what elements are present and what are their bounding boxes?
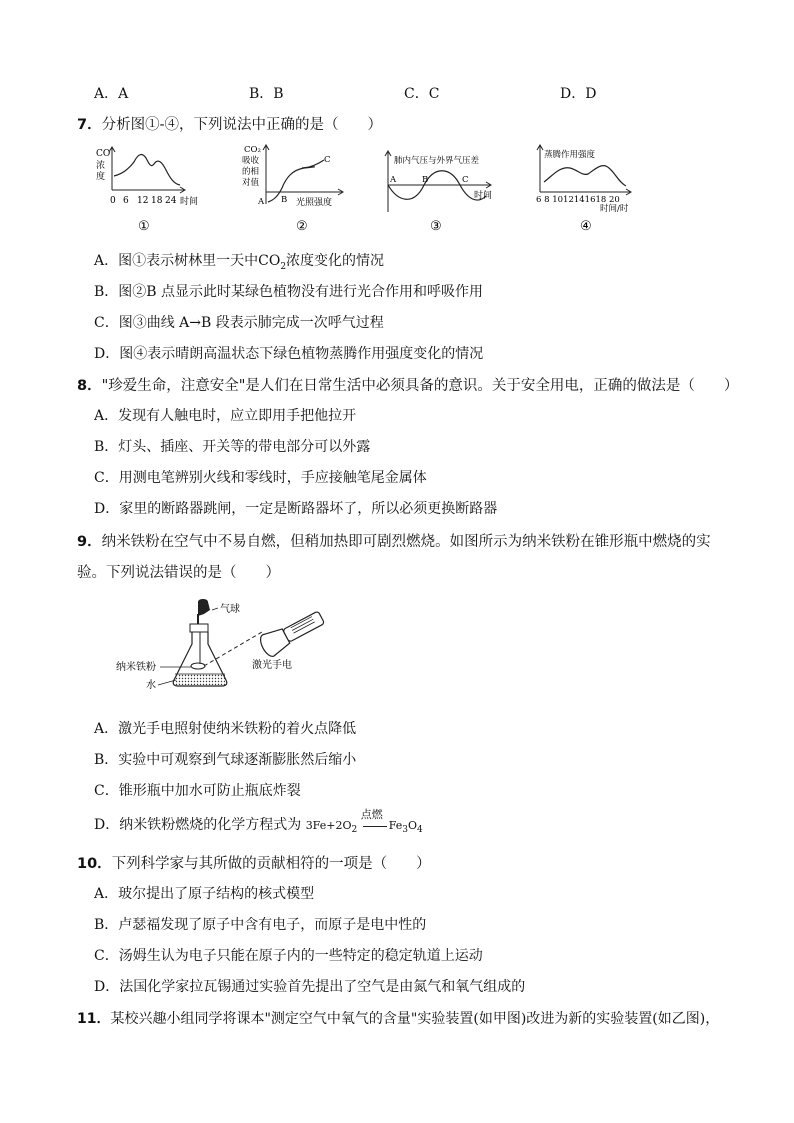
q9-option-b: B．实验中可观察到气球逐渐膨胀然后缩小 — [94, 752, 357, 768]
powder-spoon — [191, 663, 205, 669]
fig4-title: 蒸腾作用强度 — [544, 150, 596, 160]
fig1-tick-12: 12 — [137, 196, 149, 206]
fig1-ylabel-a: CO — [96, 149, 111, 159]
fig2-ylabel-1: 吸收 — [242, 156, 260, 166]
water-label: 水 — [146, 680, 156, 691]
balloon-label: 气球 — [220, 604, 240, 615]
chemical-equation: $3Fe+2O_2$ 点燃 $Fe_3O_4$ — [305, 808, 423, 836]
q10-option-b: B．卢瑟福发现了原子中含有电子，而原子是电中性的 — [94, 917, 427, 933]
fig4-curve — [544, 166, 626, 186]
question-stem: 某校兴趣小组同学将课本"测定空气中氧气的含量"实验装置(如甲图)改进为新的实验装置(如乙图)， — [110, 1011, 720, 1027]
fig4-label: ④ — [580, 219, 592, 234]
question-stem: 下列科学家与其所做的贡献相符的一项是（ ） — [111, 856, 431, 872]
q6-option-d: D．D — [560, 86, 597, 102]
figure-1 — [96, 147, 198, 234]
question-number: 8． — [77, 378, 102, 394]
fig2-point-c: C — [324, 155, 331, 165]
q9-option-a: A．激光手电照射使纳米铁粉的着火点降低 — [94, 721, 357, 737]
q8-option-a: A．发现有人触电时，应立即用手把他拉开 — [94, 408, 357, 424]
q9-option-c: C．锥形瓶中加水可防止瓶底炸裂 — [94, 783, 301, 799]
fig1-tick-18: 18 — [151, 196, 163, 206]
question-number: 10． — [77, 856, 112, 872]
q6-option-a: A．A — [94, 86, 129, 102]
q6-option-c: C．C — [404, 86, 440, 102]
fig2-xlabel: 光照强度 — [296, 198, 333, 208]
fig1-label: ① — [138, 219, 150, 234]
fig1-ylabel-d: 度 — [96, 172, 106, 182]
fig3-point-a: A — [390, 175, 397, 185]
question-9 — [77, 530, 711, 551]
figure-2 — [242, 145, 343, 234]
q10-option-c: C．汤姆生认为电子只能在原子内的一些特定的稳定轨道上运动 — [94, 948, 483, 964]
q7-figures — [92, 140, 732, 238]
laser-flashlight — [257, 607, 327, 659]
q6-option-b: B．B — [249, 86, 284, 102]
question-7 — [77, 113, 382, 134]
q8-option-c: C．用测电笔辨别火线和零线时，手应接触笔尾金属体 — [94, 470, 427, 486]
fig4-ticks: 6 8 1012141618 20 — [536, 195, 620, 205]
question-number: 7． — [77, 117, 102, 133]
q7-option-d: D．图④表示晴朗高温状态下绿色植物蒸腾作用强度变化的情况 — [94, 346, 484, 362]
q7-option-a: A．图①表示树林里一天中$CO_2$浓度变化的情况 — [94, 253, 385, 272]
reaction-condition: 点燃 — [360, 808, 383, 821]
question-8 — [77, 374, 738, 395]
fig2-ylabel-2: 的相 — [242, 167, 260, 177]
question-stem: 分析图①-④，下列说法中正确的是（ ） — [101, 117, 382, 133]
question-number: 9． — [77, 534, 102, 550]
q9-option-d: D．纳米铁粉燃烧的化学方程式为 $3Fe+2O_2$ 点燃 $Fe_3O_4$ — [94, 808, 423, 836]
fig3-xlabel: 时间 — [474, 191, 493, 201]
fig2-label: ② — [296, 219, 308, 234]
laser-label: 激光手电 — [252, 660, 292, 671]
fig3-point-c: C — [462, 175, 469, 185]
water-layer — [175, 674, 225, 685]
fig3-label: ③ — [430, 219, 442, 234]
fig3-point-b: B — [422, 175, 429, 185]
stopper — [190, 624, 208, 632]
q9-figure — [112, 596, 342, 696]
q10-option-d: D．法国化学家拉瓦锡通过实验首先提出了空气是由氮气和氧气组成的 — [94, 979, 526, 995]
fig2-curve — [268, 167, 314, 202]
fig1-tick-6: 6 — [123, 196, 129, 206]
q10-option-a: A．玻尔提出了原子结构的核式模型 — [94, 886, 315, 902]
balloon-shape — [198, 599, 210, 616]
fig2-ylabel-0: CO₂ — [244, 145, 261, 155]
fig3-title: 肺内气压与外界气压差 — [394, 156, 480, 166]
question-stem-line-1: 纳米铁粉在空气中不易自燃，但稍加热即可剧烈燃烧。如图所示为纳米铁粉在锥形瓶中燃烧的实 — [101, 534, 711, 550]
fig2-ylabel-3: 对值 — [242, 178, 260, 188]
question-9-stem-line-2: 验。下列说法错误的是（ ） — [77, 565, 280, 581]
fig1-ylabel-c: 浓 — [96, 161, 106, 171]
question-11 — [77, 1008, 719, 1028]
fig2-point-b: B — [281, 195, 288, 205]
powder-label: 纳米铁粉 — [116, 662, 156, 673]
question-stem: "珍爱生命，注意安全"是人们在日常生活中必须具备的意识。关于安全用电，正确的做法是（ ） — [101, 378, 739, 394]
q7-option-b: B．图②B 点显示此时某绿色植物没有进行光合作用和呼吸作用 — [94, 284, 484, 300]
figure-3 — [385, 151, 492, 234]
fig2-point-a: A — [258, 197, 265, 207]
question-number: 11． — [77, 1011, 111, 1027]
question-10 — [77, 852, 431, 873]
fig4-xlabel: 时间/时 — [600, 204, 629, 214]
fig1-tick-24: 24 — [165, 196, 177, 206]
q8-option-b: B．灯头、插座、开关等的带电部分可以外露 — [94, 439, 371, 455]
fig1-xlabel: 时间 — [180, 197, 199, 207]
fig1-curve — [114, 155, 180, 185]
q7-option-c: C．图③曲线 A→B 段表示肺完成一次呼气过程 — [94, 315, 384, 331]
fig1-tick-0: 0 — [110, 196, 116, 206]
figure-4 — [536, 145, 631, 234]
q8-option-d: D．家里的断路器跳闸，一定是断路器坏了，所以必须更换断路器 — [94, 501, 498, 517]
